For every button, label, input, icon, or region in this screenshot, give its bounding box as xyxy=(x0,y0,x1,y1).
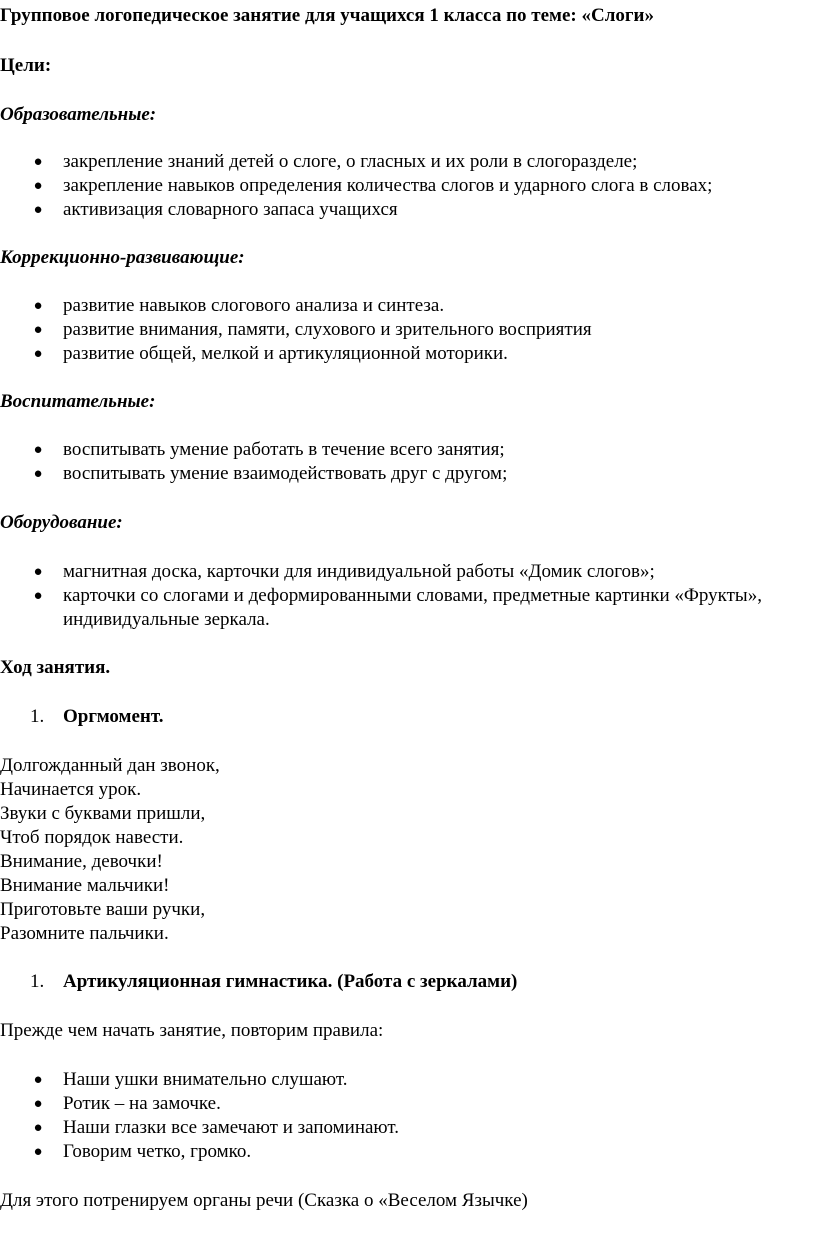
list-number: 1. xyxy=(30,706,45,727)
bullet-icon: ● xyxy=(33,202,43,218)
bullet-icon: ● xyxy=(33,178,43,194)
equipment-heading: Оборудование: xyxy=(0,512,123,533)
correctional-heading: Коррекционно-развивающие: xyxy=(0,247,245,268)
poem-line: Долгожданный дан звонок, xyxy=(0,755,220,776)
bullet-icon: ● xyxy=(33,346,43,362)
poem-line: Звуки с буквами пришли, xyxy=(0,803,206,824)
step-title: Оргмомент. xyxy=(63,706,164,727)
bullet-icon: ● xyxy=(33,298,43,314)
bullet-icon: ● xyxy=(33,442,43,458)
educational-heading: Образовательные: xyxy=(0,104,157,125)
poem-line: Начинается урок. xyxy=(0,779,142,800)
poem-line: Внимание, девочки! xyxy=(0,851,163,872)
list-number: 1. xyxy=(30,971,45,992)
bullet-icon: ● xyxy=(33,466,43,482)
poem-line: Приготовьте ваши ручки, xyxy=(0,899,206,920)
step-title: Артикуляционная гимнастика. (Работа с зеркалами) xyxy=(63,971,518,992)
poem-line: Чтоб порядок навести. xyxy=(0,827,184,848)
bullet-icon: ● xyxy=(33,322,43,338)
bullet-icon: ● xyxy=(33,564,43,580)
rules-intro: Прежде чем начать занятие, повторим правила: xyxy=(0,1020,384,1041)
bullet-icon: ● xyxy=(33,154,43,170)
document-title: Групповое логопедическое занятие для учащихся 1 класса по теме: «Слоги» xyxy=(0,5,654,26)
goals-heading: Цели: xyxy=(0,55,52,76)
bullet-icon: ● xyxy=(33,1096,43,1112)
upbringing-heading: Воспитательные: xyxy=(0,391,156,412)
lesson-heading: Ход занятия. xyxy=(0,657,111,678)
bullet-icon: ● xyxy=(33,1144,43,1160)
bullet-icon: ● xyxy=(33,1072,43,1088)
poem-line: Разомните пальчики. xyxy=(0,923,169,944)
closing-text: Для этого потренируем органы речи (Сказка о «Веселом Язычке) xyxy=(0,1190,528,1211)
bullet-icon: ● xyxy=(33,1120,43,1136)
bullet-icon: ● xyxy=(33,588,43,604)
poem-line: Внимание мальчики! xyxy=(0,875,170,896)
